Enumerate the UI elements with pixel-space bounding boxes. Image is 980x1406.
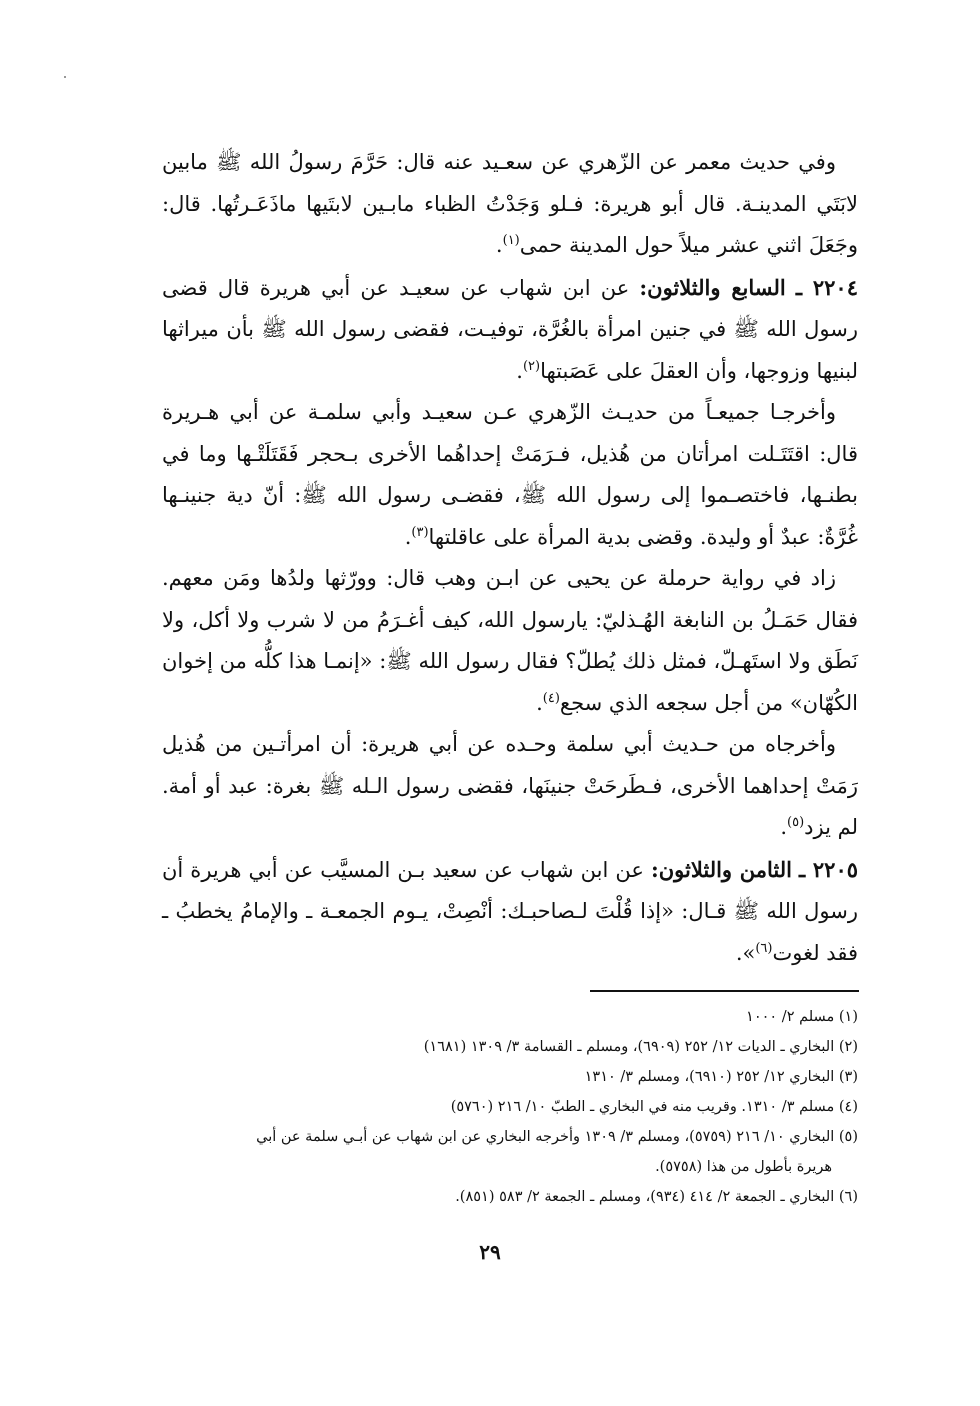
paragraph-3 — [162, 392, 858, 558]
paragraph-text: وأخرجاه من حـديث أبي سلمة وحـده عن أبي هريرة: أن امرأتـين من هُذيل رَمَتْ إحداهما الأخرى، فـطَرحَتْ جنينَها، فقضى رسول الـله ﷺ بغرة: عبد أو أمة. لم يزد — [162, 732, 858, 839]
footnote-ref: (٣) — [411, 524, 429, 540]
paragraph-text: عن ابن شهاب عن سعيـد عن أبي هريرة قال قضى رسول الله ﷺ في جنين امرأة بالغُرَّة، توفيـت، فقضى رسول الله ﷺ بأن ميراثها لبنيها وزوجها، وأن العقلَ على عَصَبتها — [162, 275, 858, 383]
hadith-2205 — [162, 849, 858, 975]
footnote-5: (٥) البخاري ١٠/ ٢١٦ (٥٧٥٩)، ومسلم ٣/ ١٣٠٩ وأخرجه البخاري عن ابن شهاب عن أبـي سلمة عن أبي — [256, 1129, 858, 1145]
footnote-ref: (٦) — [755, 940, 773, 956]
paragraph-end: . — [404, 524, 412, 549]
footnote-3: (٣) البخاري ١٢/ ٢٥٢ (٦٩١٠)، ومسلم ٣/ ١٣١٠ — [584, 1069, 858, 1085]
paragraph-end: ». — [735, 940, 756, 965]
paragraph-text: عن ابن شهاب عن سعيد بـن المسيَّب عن أبي هريرة أن رسول الله ﷺ قـال: «إذا قُلْتَ لـصاحبـك: أنْصِتْ، يـوم الجمعـة ـ والإمامُ يخطبُ ـ فقد لغوت — [162, 857, 858, 965]
paragraph-text: زاد في رواية حرملة عن يحيى عن ابـن وهب قال: وورّثها ولدُها ومَن معهم. فقال حَمَـلُ بن النابغة الهُـذليّ: يارسول الله، كيف أغـرَمُ من لا شرب ولا أكل، ولا نَطَق ولا استَهـلّ، فمثل ذلك يُطلّ؟ فقال رسول الله ﷺ: «إنمـا هذا كلُّه من إخوان الكُهّان» من أجل سجعه الذي سجع — [162, 566, 858, 715]
scan-speck — [64, 76, 66, 78]
paragraph-4 — [162, 558, 858, 724]
main-text — [162, 142, 858, 974]
footnote-separator — [590, 990, 859, 992]
hadith-2204 — [162, 267, 858, 393]
footnote-4: (٤) مسلم ٣/ ١٣١٠. وقريب منه في البخاري ـ الطبّ ١٠/ ٢١٦ (٥٧٦٠) — [450, 1099, 858, 1115]
footnote-5-continuation: هريرة بأطول من هذا (٥٧٥٨). — [655, 1159, 832, 1175]
footnote-ref: (٥) — [787, 815, 805, 830]
paragraph-end: . — [516, 358, 523, 383]
footnote-ref: (١) — [502, 233, 520, 248]
paragraph-end: . — [495, 233, 503, 257]
hadith-heading: الثامن والثلاثون: — [650, 856, 792, 882]
paragraph-5 — [162, 724, 858, 849]
paragraph-text: وأخرجـا جميعـاً من حديـث الزّهري عـن سعيـد وأبي سلمـة عن أبي هـريرة قال: اقتَتَـلت امرأتان من هُذيل، فـرَمَتْ إحداهُما الأخرى بـحجر فَقَتَلَتْـها وما في بطنـها، فاختصـموا إلى رسول الله ﷺ، فقضـى رسول الله ﷺ: أنّ دية جنينـها غُرَّةٌ: عبدٌ أو وليدة. وقضى بدية المرأة على عاقلتها — [162, 400, 858, 549]
footnotes — [162, 1002, 858, 1212]
footnote-2: (٢) البخاري ـ الديات ١٢/ ٢٥٢ (٦٩٠٩)، ومسلم ـ القسامة ٣/ ١٣٠٩ (١٦٨١) — [423, 1039, 858, 1055]
paragraph-end: . — [780, 815, 788, 839]
paragraph-end: . — [536, 690, 543, 715]
page-number: ٢٩ — [479, 1240, 501, 1264]
footnote-ref: (٤) — [542, 690, 560, 706]
footnote-6: (٦) البخاري ـ الجمعة ٢/ ٤١٤ (٩٣٤)، ومسلم ـ الجمعة ٢/ ٥٨٣ (٨٥١). — [455, 1189, 858, 1205]
hadith-heading: السابع والثلاثون: — [639, 274, 786, 300]
paragraph-1 — [162, 142, 858, 267]
footnote-ref: (٢) — [522, 358, 541, 374]
hadith-number: ٢٢٠٥ ـ — [799, 856, 859, 882]
footnote-1: (١) مسلم ٢/ ١٠٠٠ — [746, 1009, 858, 1025]
paragraph-text: وفي حديث معمر عن الزّهري عن سعـيد عنه قال: حَرَّمَ رسولُ الله ﷺ مابين لابَتَي المدينـة. قال أبو هريرة: فـلو وَجَدْتُ الظباء مابـين لابتَيها ماذَعَـرتُها. قال: وجَعَلَ اثني عشر ميلاً حول المدينة حمى — [162, 150, 858, 257]
hadith-number: ٢٢٠٤ ـ — [795, 274, 858, 300]
